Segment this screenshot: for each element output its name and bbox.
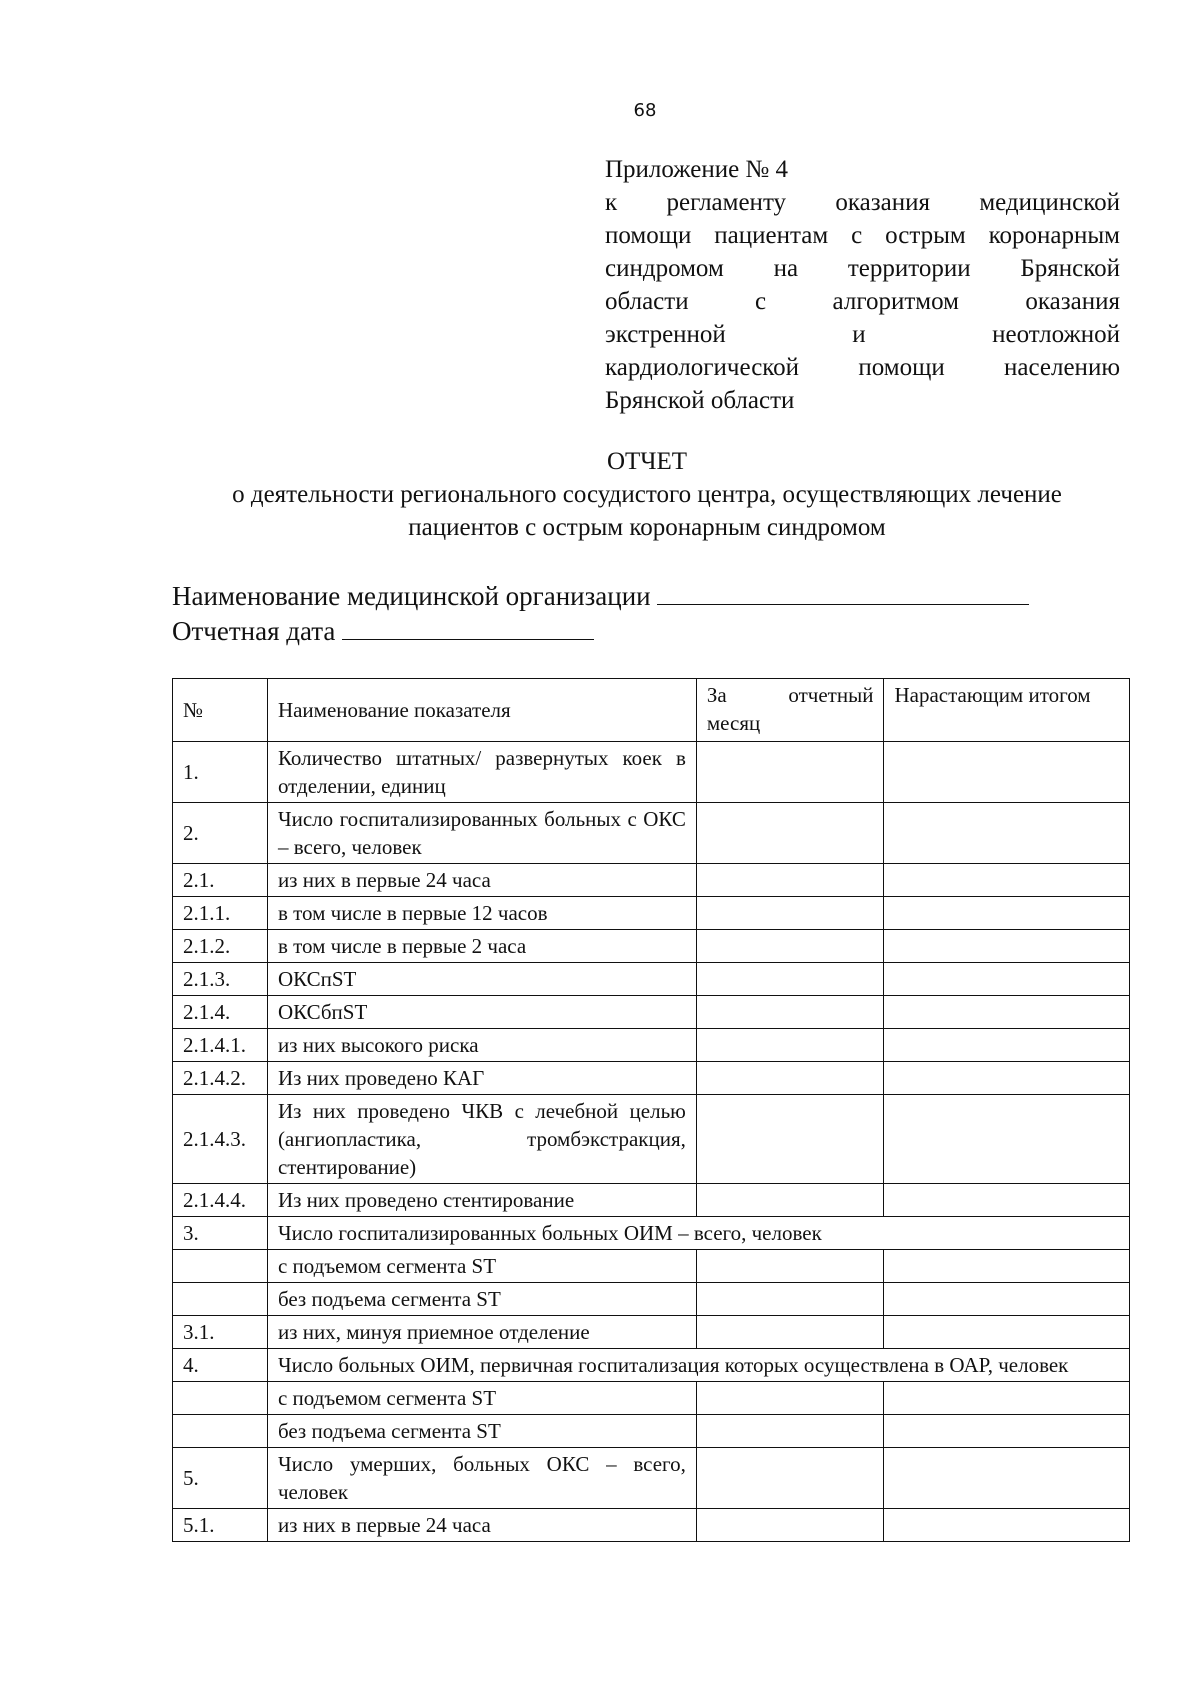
table-row [173,930,1130,963]
table-row [173,1316,1130,1349]
row-total-value[interactable] [884,1316,1130,1349]
appendix-line: помощи пациентам с острым коронарным [605,222,1120,249]
row-indicator-name: без подъема сегмента ST [267,1415,696,1448]
header-name: Наименование показателя [267,679,696,742]
appendix-line: экстренной и неотложной [605,321,1120,348]
row-month-value[interactable] [696,864,884,897]
header-num: № [173,679,268,742]
org-label: Наименование медицинской организации [172,581,651,611]
row-month-value[interactable] [696,1509,884,1542]
row-month-value[interactable] [696,742,884,803]
table-row [173,996,1130,1029]
table-row [173,1250,1130,1283]
table-row [173,1184,1130,1217]
row-indicator-name: Число больных ОИМ, первичная госпитализация которых осуществлена в ОАР, человек [267,1349,1129,1382]
row-indicator-name: без подъема сегмента ST [267,1283,696,1316]
row-indicator-name: в том числе в первые 12 часов [267,897,696,930]
row-total-value[interactable] [884,1029,1130,1062]
row-number: 5.1. [173,1509,268,1542]
org-blank[interactable] [657,578,1029,605]
header-month: За отчетный месяц [696,679,884,742]
appendix-line: кардиологической помощи населению [605,354,1120,381]
row-indicator-name: Число умерших, больных ОКС – всего, человек [267,1448,696,1509]
row-number [173,1283,268,1316]
row-number: 2.1.4.2. [173,1062,268,1095]
date-blank[interactable] [342,613,594,640]
row-month-value[interactable] [696,1029,884,1062]
row-indicator-name: Из них проведено стентирование [267,1184,696,1217]
table-row [173,897,1130,930]
row-indicator-name: Из них проведено ЧКВ с лечебной целью (ангиопластика, тромбэкстракция, стентирование) [267,1095,696,1184]
row-indicator-name: из них, минуя приемное отделение [267,1316,696,1349]
row-number: 5. [173,1448,268,1509]
appendix-line: области с алгоритмом оказания [605,288,1120,315]
row-month-value[interactable] [696,1062,884,1095]
row-total-value[interactable] [884,864,1130,897]
table-row [173,1415,1130,1448]
row-indicator-name: из них высокого риска [267,1029,696,1062]
row-total-value[interactable] [884,930,1130,963]
row-month-value[interactable] [696,1250,884,1283]
row-month-value[interactable] [696,1283,884,1316]
row-month-value[interactable] [696,996,884,1029]
table-row [173,1448,1130,1509]
row-total-value[interactable] [884,996,1130,1029]
row-indicator-name: Число госпитализированных больных с ОКС – всего, человек [267,803,696,864]
row-month-value[interactable] [696,1316,884,1349]
row-indicator-name: в том числе в первые 2 часа [267,930,696,963]
row-total-value[interactable] [884,1250,1130,1283]
page-number: 68 [633,100,657,121]
appendix-line: к регламенту оказания медицинской [605,189,1120,216]
row-total-value[interactable] [884,742,1130,803]
row-number: 3. [173,1217,268,1250]
row-month-value[interactable] [696,963,884,996]
row-total-value[interactable] [884,963,1130,996]
row-total-value[interactable] [884,1095,1130,1184]
form-fields [172,578,1029,648]
row-month-value[interactable] [696,1448,884,1509]
row-indicator-name: Число госпитализированных больных ОИМ – всего, человек [267,1217,1129,1250]
row-month-value[interactable] [696,803,884,864]
row-month-value[interactable] [696,1184,884,1217]
row-indicator-name: из них в первые 24 часа [267,864,696,897]
row-number: 2.1.4.4. [173,1184,268,1217]
report-table [172,678,1130,1542]
date-label: Отчетная дата [172,616,336,646]
row-month-value[interactable] [696,1382,884,1415]
table-row [173,742,1130,803]
row-number: 2.1.4.1. [173,1029,268,1062]
row-number: 1. [173,742,268,803]
row-indicator-name: из них в первые 24 часа [267,1509,696,1542]
row-month-value[interactable] [696,897,884,930]
row-number [173,1250,268,1283]
appendix-line: синдромом на территории Брянской [605,255,1120,282]
date-field [172,613,1029,648]
row-total-value[interactable] [884,1509,1130,1542]
row-number: 4. [173,1349,268,1382]
table-row [173,963,1130,996]
row-number: 2. [173,803,268,864]
row-total-value[interactable] [884,1415,1130,1448]
row-indicator-name: с подъемом сегмента ST [267,1382,696,1415]
row-number [173,1382,268,1415]
table-row [173,1029,1130,1062]
table-header-row [173,679,1130,742]
row-number: 2.1.2. [173,930,268,963]
row-total-value[interactable] [884,1283,1130,1316]
row-total-value[interactable] [884,897,1130,930]
row-indicator-name: с подъемом сегмента ST [267,1250,696,1283]
row-total-value[interactable] [884,1062,1130,1095]
row-number: 2.1.1. [173,897,268,930]
row-month-value[interactable] [696,1095,884,1184]
appendix-line: Брянской области [605,387,795,414]
appendix-block [605,153,1120,417]
row-number: 2.1. [173,864,268,897]
table-row [173,1382,1130,1415]
row-total-value[interactable] [884,1448,1130,1509]
row-total-value[interactable] [884,803,1130,864]
row-number: 3.1. [173,1316,268,1349]
row-indicator-name: ОКСбпST [267,996,696,1029]
table-row [173,1283,1130,1316]
table-row [173,803,1130,864]
row-total-value[interactable] [884,1382,1130,1415]
table-row [173,864,1130,897]
report-subtitle-line: пациентов с острым коронарным синдромом [408,514,886,541]
table-row [173,1062,1130,1095]
report-subtitle-line: о деятельности регионального сосудистого центра, осуществляющих лечение [232,481,1062,508]
row-number [173,1415,268,1448]
report-heading [172,445,1122,544]
row-number: 2.1.4. [173,996,268,1029]
appendix-title: Приложение № 4 [605,156,789,183]
table-row [173,1349,1130,1382]
org-field [172,578,1029,613]
table-row [173,1095,1130,1184]
row-indicator-name: ОКСпST [267,963,696,996]
row-number: 2.1.4.3. [173,1095,268,1184]
table-row [173,1509,1130,1542]
report-title: ОТЧЕТ [606,448,688,475]
row-total-value[interactable] [884,1184,1130,1217]
row-number: 2.1.3. [173,963,268,996]
header-total: Нарастающим итогом [884,679,1130,742]
row-indicator-name: Из них проведено КАГ [267,1062,696,1095]
row-indicator-name: Количество штатных/ развернутых коек в отделении, единиц [267,742,696,803]
row-month-value[interactable] [696,930,884,963]
table-row [173,1217,1130,1250]
row-month-value[interactable] [696,1415,884,1448]
